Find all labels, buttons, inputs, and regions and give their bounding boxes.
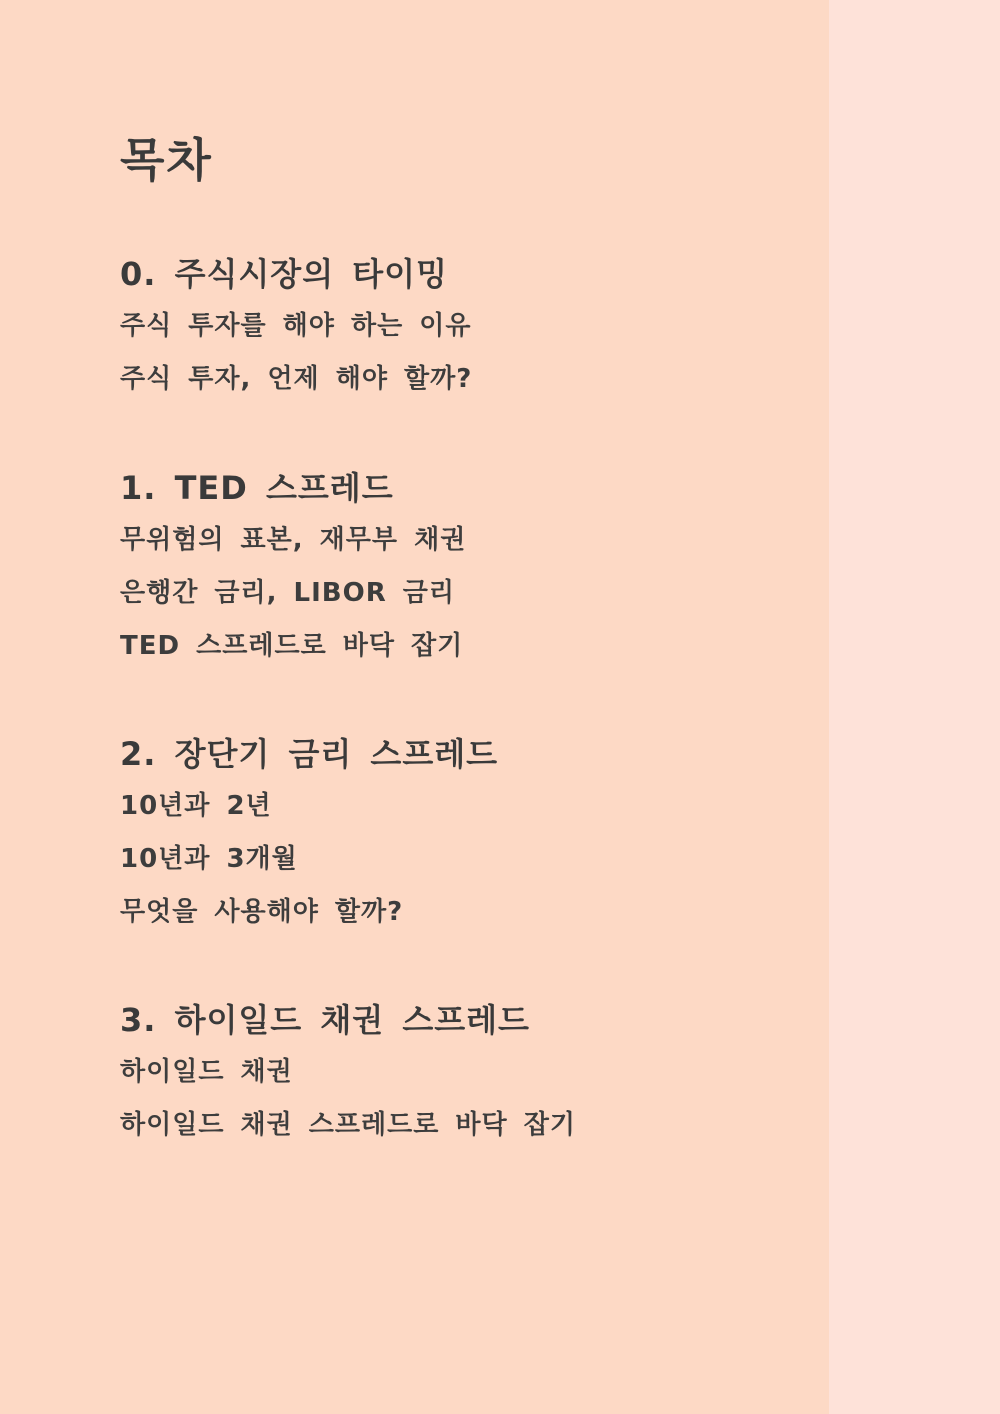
section-item: 10년과 3개월 [120,844,298,874]
section-item: 주식 투자, 언제 해야 할까? [120,364,473,394]
toc-title: 목차 [120,133,213,187]
toc-section-3 [120,998,576,1143]
side-strip [829,0,1000,1414]
section-item: TED 스프레드로 바닥 잡기 [120,631,464,661]
toc-section-2 [120,732,498,930]
section-heading: 3. 하이일드 채권 스프레드 [120,1001,530,1039]
section-heading: 2. 장단기 금리 스프레드 [120,735,499,773]
section-item: 하이일드 채권 [120,1057,293,1087]
section-item-list [120,308,472,397]
section-item: 주식 투자를 해야 하는 이유 [120,311,472,341]
section-item: 하이일드 채권 스프레드로 바닥 잡기 [120,1110,576,1140]
toc-section-1 [120,466,466,664]
section-heading: 0. 주식시장의 타이밍 [120,255,448,293]
toc-section-0 [120,252,472,397]
section-item: 무위험의 표본, 재무부 채권 [120,525,467,555]
section-item: 10년과 2년 [120,791,272,821]
section-item-list [120,522,466,664]
section-item: 은행간 금리, LIBOR 금리 [120,578,456,608]
section-item-list [120,1054,576,1143]
section-heading: 1. TED 스프레드 [120,469,394,507]
section-item: 무엇을 사용해야 할까? [120,897,404,927]
section-item-list [120,788,498,930]
